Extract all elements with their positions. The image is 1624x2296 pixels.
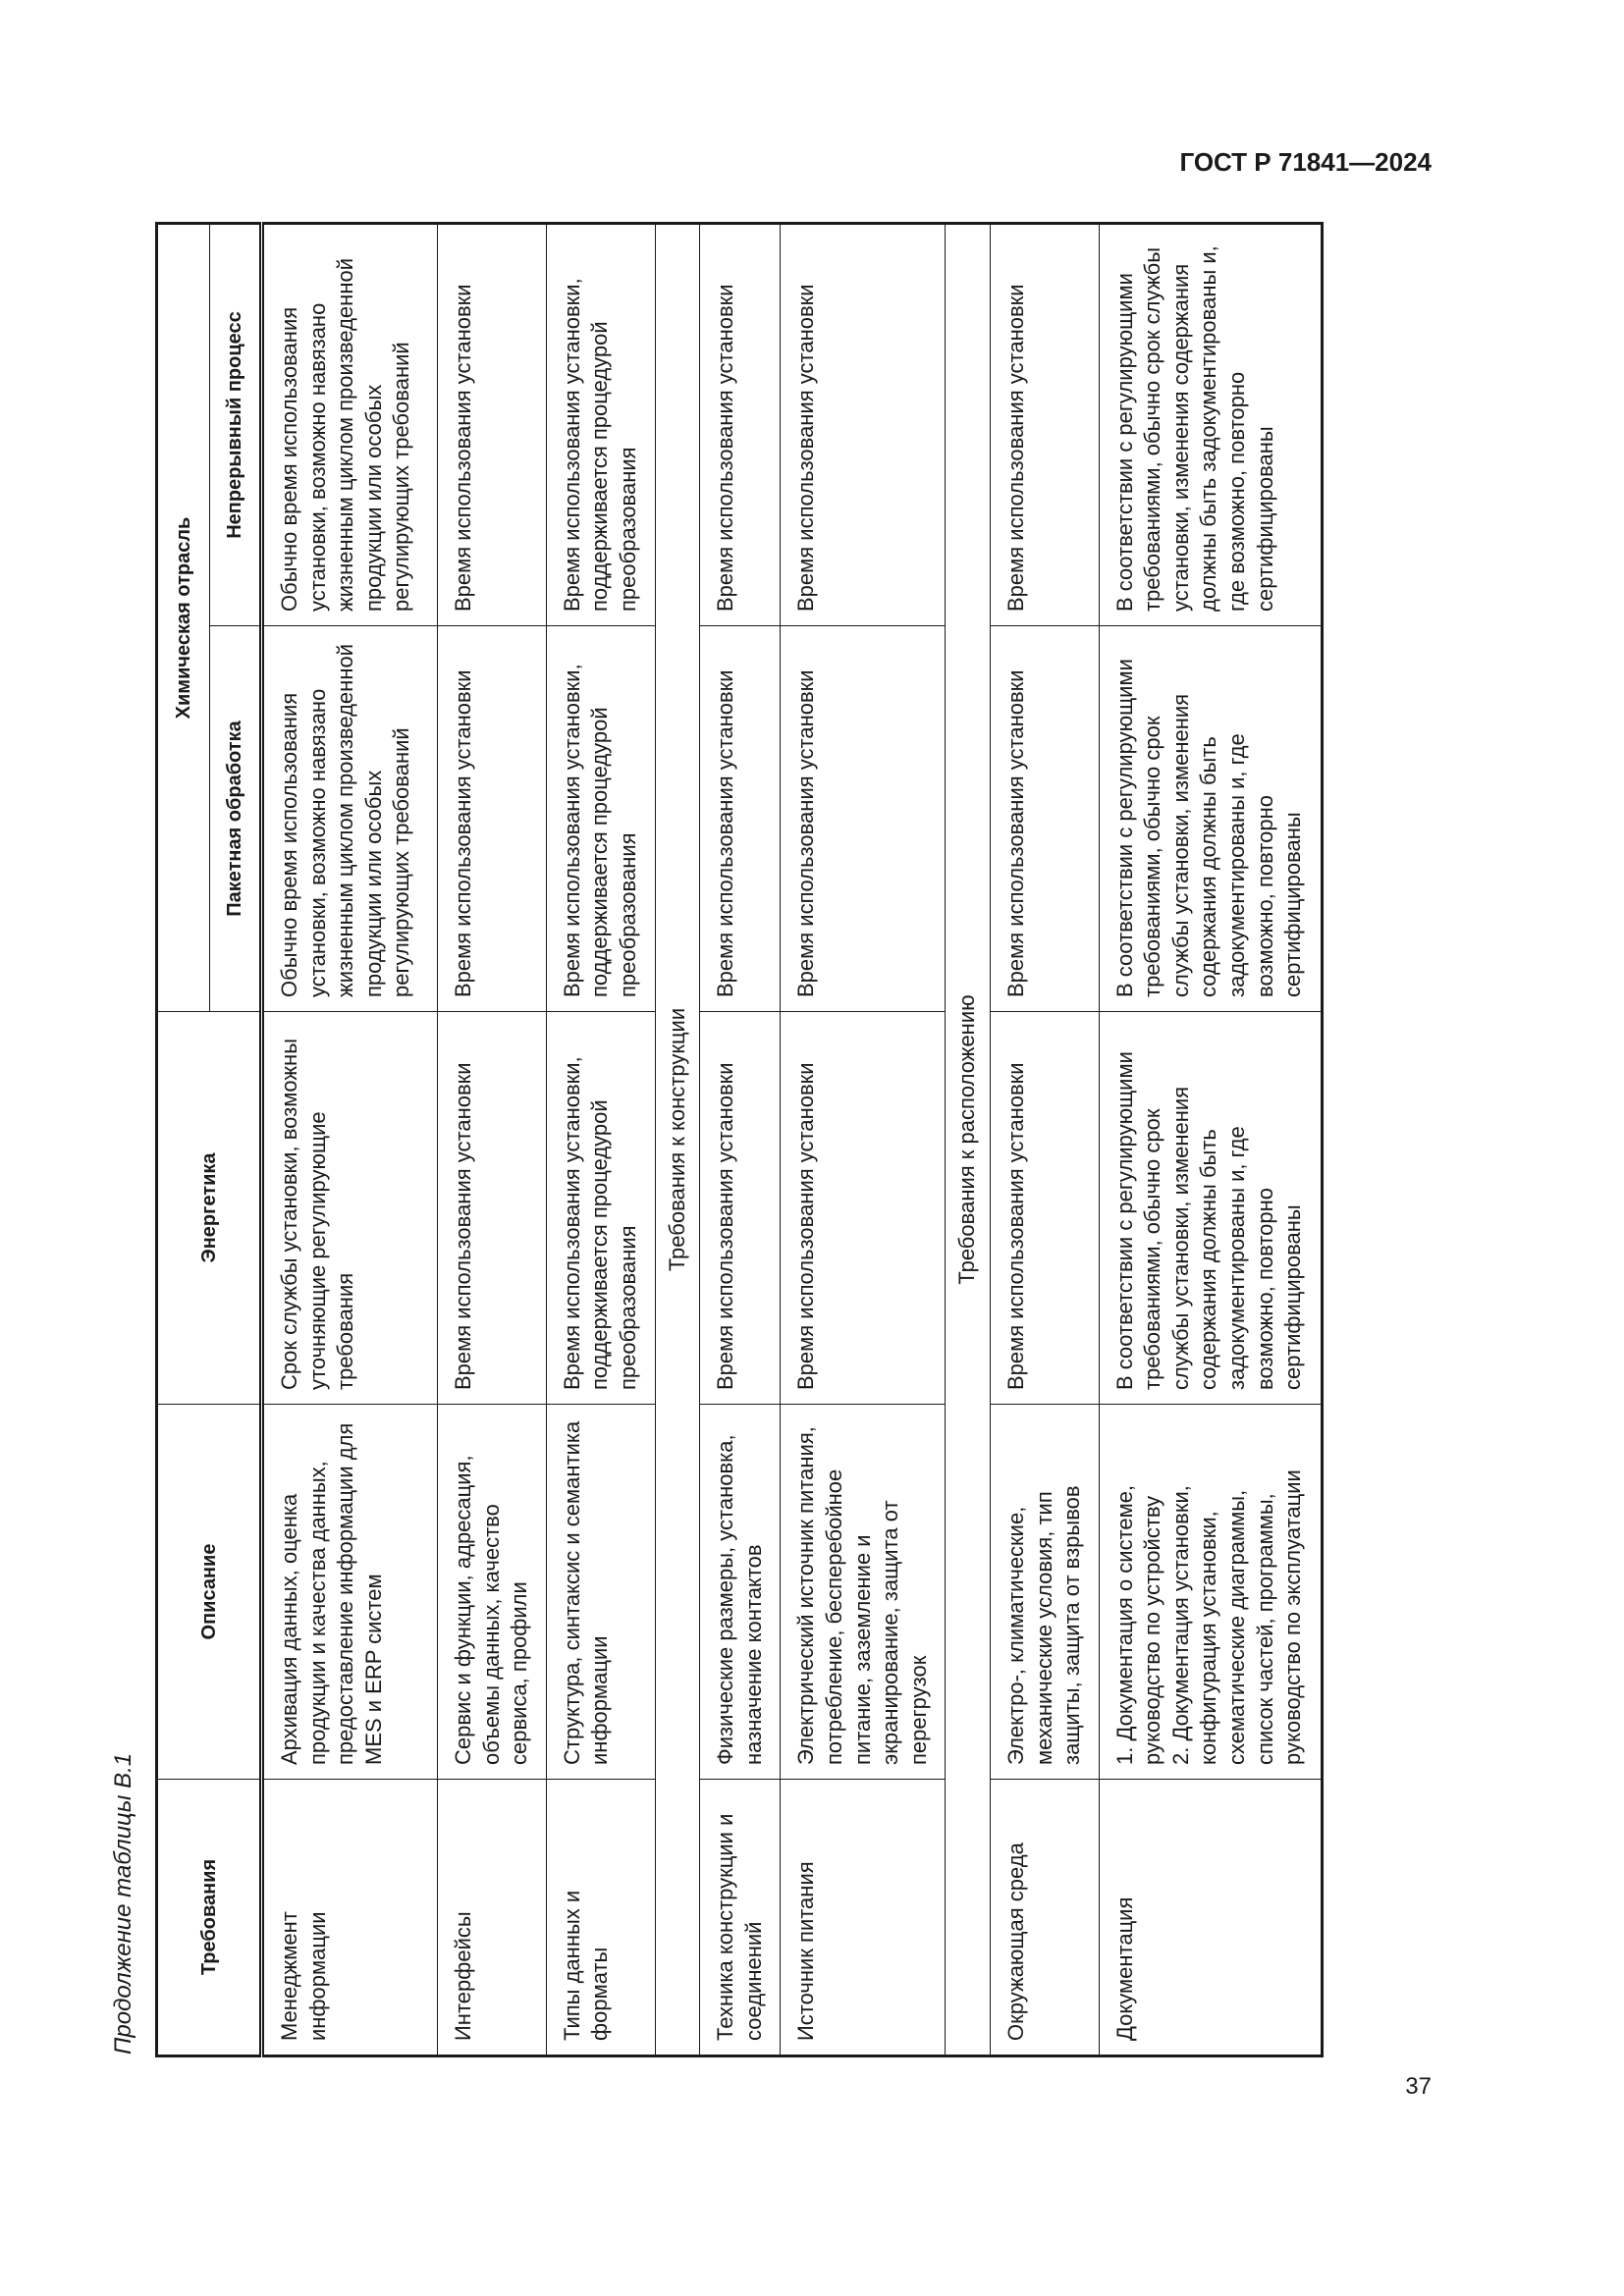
cell-requirement: Техника конструкции и соединений xyxy=(700,1780,781,2056)
cell-continuous: В соответствии с регулирующими требованиями, обычно срок службы установки, изменения содержания должны быть задокументированы и, где возможно, повторно сертифицированы xyxy=(1099,224,1322,626)
cell-requirement: Интерфейсы xyxy=(438,1780,547,2056)
cell-description: Сервис и функции, адресация, объемы данных, качество сервиса, профили xyxy=(438,1405,547,1780)
cell-requirement: Менеджмент информации xyxy=(262,1780,438,2056)
table-row xyxy=(438,224,547,2056)
cell-batch: Обычно время использования установки, возможно навязано жизненным циклом произведенной продукции или особых регулирующих требований xyxy=(262,626,438,1012)
cell-energy: В соответствии с регулирующими требованиями, обычно срок службы установки, изменения содержания должны быть задокументированы и, где возможно, повторно сертифицированы xyxy=(1099,1012,1322,1405)
cell-batch: Время использования установки xyxy=(700,626,781,1012)
cell-batch: Время использования установки xyxy=(438,626,547,1012)
cell-energy: Время использования установки xyxy=(438,1012,547,1405)
table-caption: Продолжение таблицы В.1 xyxy=(110,1752,136,2055)
section-row xyxy=(655,224,700,2056)
cell-energy: Время использования установки, поддерживается процедурой преобразования xyxy=(546,1012,655,1405)
cell-requirement: Окружающая среда xyxy=(990,1780,1099,2056)
cell-description: Физические размеры, установка, назначение контактов xyxy=(700,1405,781,1780)
cell-continuous: Обычно время использования установки, возможно навязано жизненным циклом произведенной продукции или особых регулирующих требований xyxy=(262,224,438,626)
header-chemical: Химическая отрасль xyxy=(157,224,210,1012)
cell-batch: Время использования установки, поддерживается процедурой преобразования xyxy=(546,626,655,1012)
table-row xyxy=(546,224,655,2056)
section-row xyxy=(946,224,991,2056)
cell-description: Электро-, климатические, механические условия, тип защиты, защита от взрывов xyxy=(990,1405,1099,1780)
header-batch: Пакетная обработка xyxy=(210,626,262,1012)
header-continuous: Непрерывный процесс xyxy=(210,224,262,626)
cell-description: Архивация данных, оценка продукции и качества данных, предоставление информации для MES и ERP систем xyxy=(262,1405,438,1780)
cell-description: Структура, синтаксис и семантика информации xyxy=(546,1405,655,1780)
cell-energy: Время использования установки xyxy=(781,1012,946,1405)
cell-description: Электрический источник питания, потребление, бесперебойное питание, заземление и экранирование, защита от перегрузок xyxy=(781,1405,946,1780)
cell-requirement: Документация xyxy=(1099,1780,1322,2056)
section-location: Требования к расположению xyxy=(946,224,991,2056)
page-number: 37 xyxy=(1405,2073,1432,2100)
document-standard-header: ГОСТ Р 71841—2024 xyxy=(1179,147,1432,177)
cell-continuous: Время использования установки xyxy=(700,224,781,626)
header-energy: Энергетика xyxy=(157,1012,262,1405)
table-row xyxy=(262,224,438,2056)
cell-description: 1. Документация о системе, руководство по устройству 2. Документация установки, конфигурация установки, схематические диаграммы, список частей, программы, руководство по эксплуатации xyxy=(1099,1405,1322,1780)
cell-energy: Время использования установки xyxy=(990,1012,1099,1405)
cell-requirement: Источник питания xyxy=(781,1780,946,2056)
cell-continuous: Время использования установки xyxy=(990,224,1099,626)
header-requirements: Требования xyxy=(157,1780,262,2056)
cell-batch: Время использования установки xyxy=(781,626,946,1012)
cell-continuous: Время использования установки xyxy=(781,224,946,626)
cell-batch: В соответствии с регулирующими требованиями, обычно срок службы установки, изменения содержания должны быть задокументированы и, где возможно, повторно сертифицированы xyxy=(1099,626,1322,1012)
cell-continuous: Время использования установки, поддерживается процедурой преобразования xyxy=(546,224,655,626)
cell-requirement: Типы данных и форматы xyxy=(546,1780,655,2056)
cell-energy: Срок службы установки, возможны уточняющие регулирующие требования xyxy=(262,1012,438,1405)
table-row xyxy=(990,224,1099,2056)
header-description: Описание xyxy=(157,1405,262,1780)
cell-energy: Время использования установки xyxy=(700,1012,781,1405)
cell-continuous: Время использования установки xyxy=(438,224,547,626)
requirements-table xyxy=(155,222,1324,2057)
table-row xyxy=(1099,224,1322,2056)
section-construction: Требования к конструкции xyxy=(655,224,700,2056)
cell-batch: Время использования установки xyxy=(990,626,1099,1012)
table-row xyxy=(700,224,781,2056)
table-row xyxy=(781,224,946,2056)
